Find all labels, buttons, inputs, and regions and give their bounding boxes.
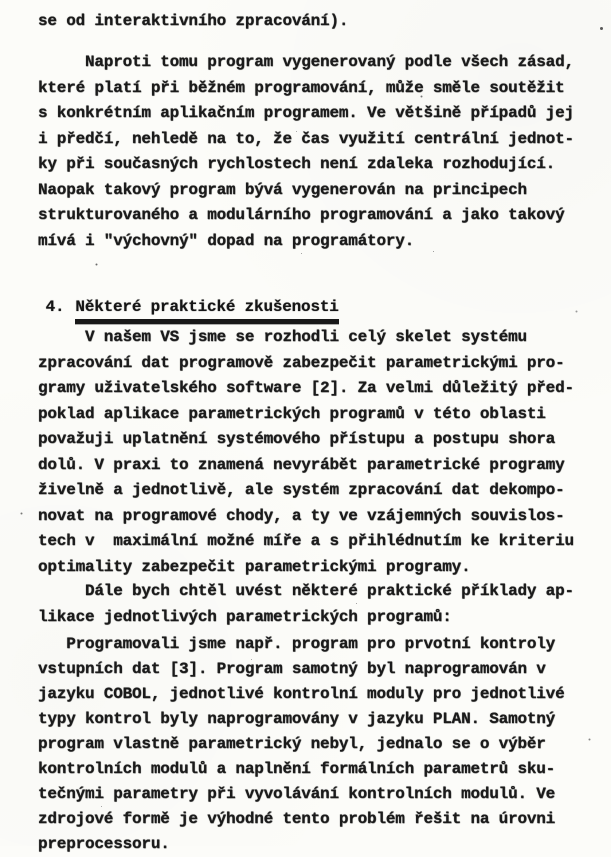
text-line: živelně a jednotlivě, ale systém zpracování dat dekompo- bbox=[38, 481, 565, 499]
text-line: likace jednotlivých parametrických programů: bbox=[38, 608, 452, 626]
text-line: považuji uplatnění systémového přístupu a postupu shora bbox=[38, 430, 556, 448]
text-line: optimality zabezpečit parametrickými programy. bbox=[38, 557, 471, 576]
paragraph-examples-intro bbox=[38, 578, 574, 630]
text-line: typy kontrol byly naprogramovány v jazyku PLAN. Samotný bbox=[38, 710, 556, 728]
text-line: Dále bych chtěl uvést některé praktické příklady ap- bbox=[38, 582, 574, 600]
text-line: mívá i "výchovný" dopad na programátory. bbox=[38, 231, 415, 250]
text-line: program vlastně parametrický nebyl, jednalo se o výběr bbox=[38, 735, 546, 753]
text-line: s konkrétním aplikačním programem. Ve většině případů jej bbox=[38, 104, 574, 122]
text-line: které platí při běžném programování, může směle soutěžit bbox=[38, 78, 565, 97]
continuation-paragraph bbox=[38, 8, 348, 34]
text-line: zdrojové formě je výhodné tento problém řešit na úrovni bbox=[38, 810, 556, 828]
text-line: tech v maximální možné míře a s přihlédnutím ke kriteriu bbox=[38, 532, 574, 550]
section-title: Některé praktické zkušenosti bbox=[75, 298, 338, 324]
text-line: Programovali jsme např. program pro prvotní kontroly bbox=[38, 635, 556, 653]
text-line: Naopak takový program bývá vygenerován na principech bbox=[38, 180, 527, 199]
paragraph-practical-experience bbox=[38, 325, 574, 580]
paragraph-input-checks bbox=[38, 632, 565, 857]
text-line: V našem VS jsme se rozhodli celý skelet systému bbox=[38, 328, 527, 346]
text-line: kontrolních modulů a naplnění formálních parametrů sku- bbox=[38, 760, 556, 778]
text-line: zpracování dat programově zabezpečit parametrickými pro- bbox=[38, 353, 565, 372]
text-line: tečnými parametry při vyvolávání kontrolních modulů. Ve bbox=[38, 785, 556, 803]
scan-noise-speckles bbox=[600, 27, 603, 30]
text-line: dolů. V praxi to znamená nevyrábět parametrické programy bbox=[38, 455, 565, 474]
text-line: gramy uživatelského software [2]. Za velmi důležitý před- bbox=[38, 379, 574, 397]
text-line: vstupních dat [3]. Program samotný byl naprogramován v bbox=[38, 660, 546, 678]
text-line: i předčí, nehledě na to, že čas využití centrální jednot- bbox=[38, 129, 574, 148]
text-line: Naproti tomu program vygenerovaný podle všech zásad, bbox=[38, 53, 574, 71]
text-line: poklad aplikace parametrických programů v této oblasti bbox=[38, 404, 546, 423]
text-line: novat na programové chody, a ty ve vzájemných souvislos- bbox=[38, 506, 565, 525]
text-line: ky při současných rychlostech není zdaleka rozhodující. bbox=[38, 155, 556, 173]
text-line: strukturovaného a modulárního programování a jako takový bbox=[38, 206, 565, 224]
text-line: jazyku COBOL, jednotlivé kontrolní moduly pro jednotlivé bbox=[38, 685, 565, 703]
paragraph-program-generated bbox=[38, 50, 574, 254]
section-number: 4. bbox=[45, 298, 65, 316]
text-line: preprocessoru. bbox=[38, 835, 170, 853]
text-line: se od interaktivního zpracování). bbox=[38, 12, 349, 30]
